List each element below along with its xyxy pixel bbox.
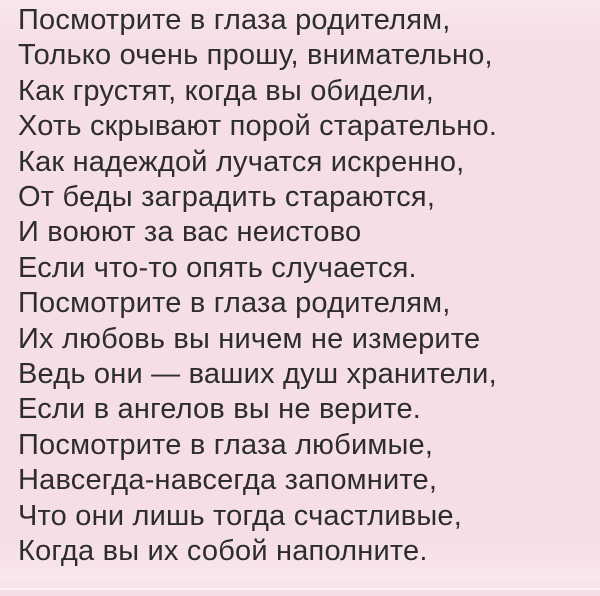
poem-line: Когда вы их собой наполните. — [18, 535, 428, 568]
poem-line: И воюют за вас неистово — [18, 216, 362, 249]
bottom-divider — [0, 588, 600, 590]
poem — [18, 3, 592, 570]
poem-line: Только очень прошу, внимательно, — [18, 39, 493, 72]
poem-line: От беды заградить стараются, — [18, 181, 436, 214]
poem-line: Что они лишь тогда счастливые, — [18, 499, 463, 532]
poem-line: Навсегда-навсегда запомните, — [18, 464, 438, 497]
poem-line: Посмотрите в глаза родителям, — [18, 287, 451, 320]
poem-line: Ведь они — ваших душ хранители, — [18, 358, 497, 391]
poem-line: Как надеждой лучатся искренно, — [18, 145, 465, 178]
poem-line: Посмотрите в глаза любимые, — [18, 428, 434, 461]
poem-line: Их любовь вы ничем не измерите — [18, 322, 481, 355]
poem-line: Если что-то опять случается. — [18, 251, 417, 284]
poem-line: Хоть скрывают порой старательно. — [18, 110, 498, 143]
poem-line: Если в ангелов вы не верите. — [18, 393, 422, 426]
poem-line: Как грустят, когда вы обидели, — [18, 74, 435, 107]
poem-line: Посмотрите в глаза родителям, — [18, 4, 451, 36]
